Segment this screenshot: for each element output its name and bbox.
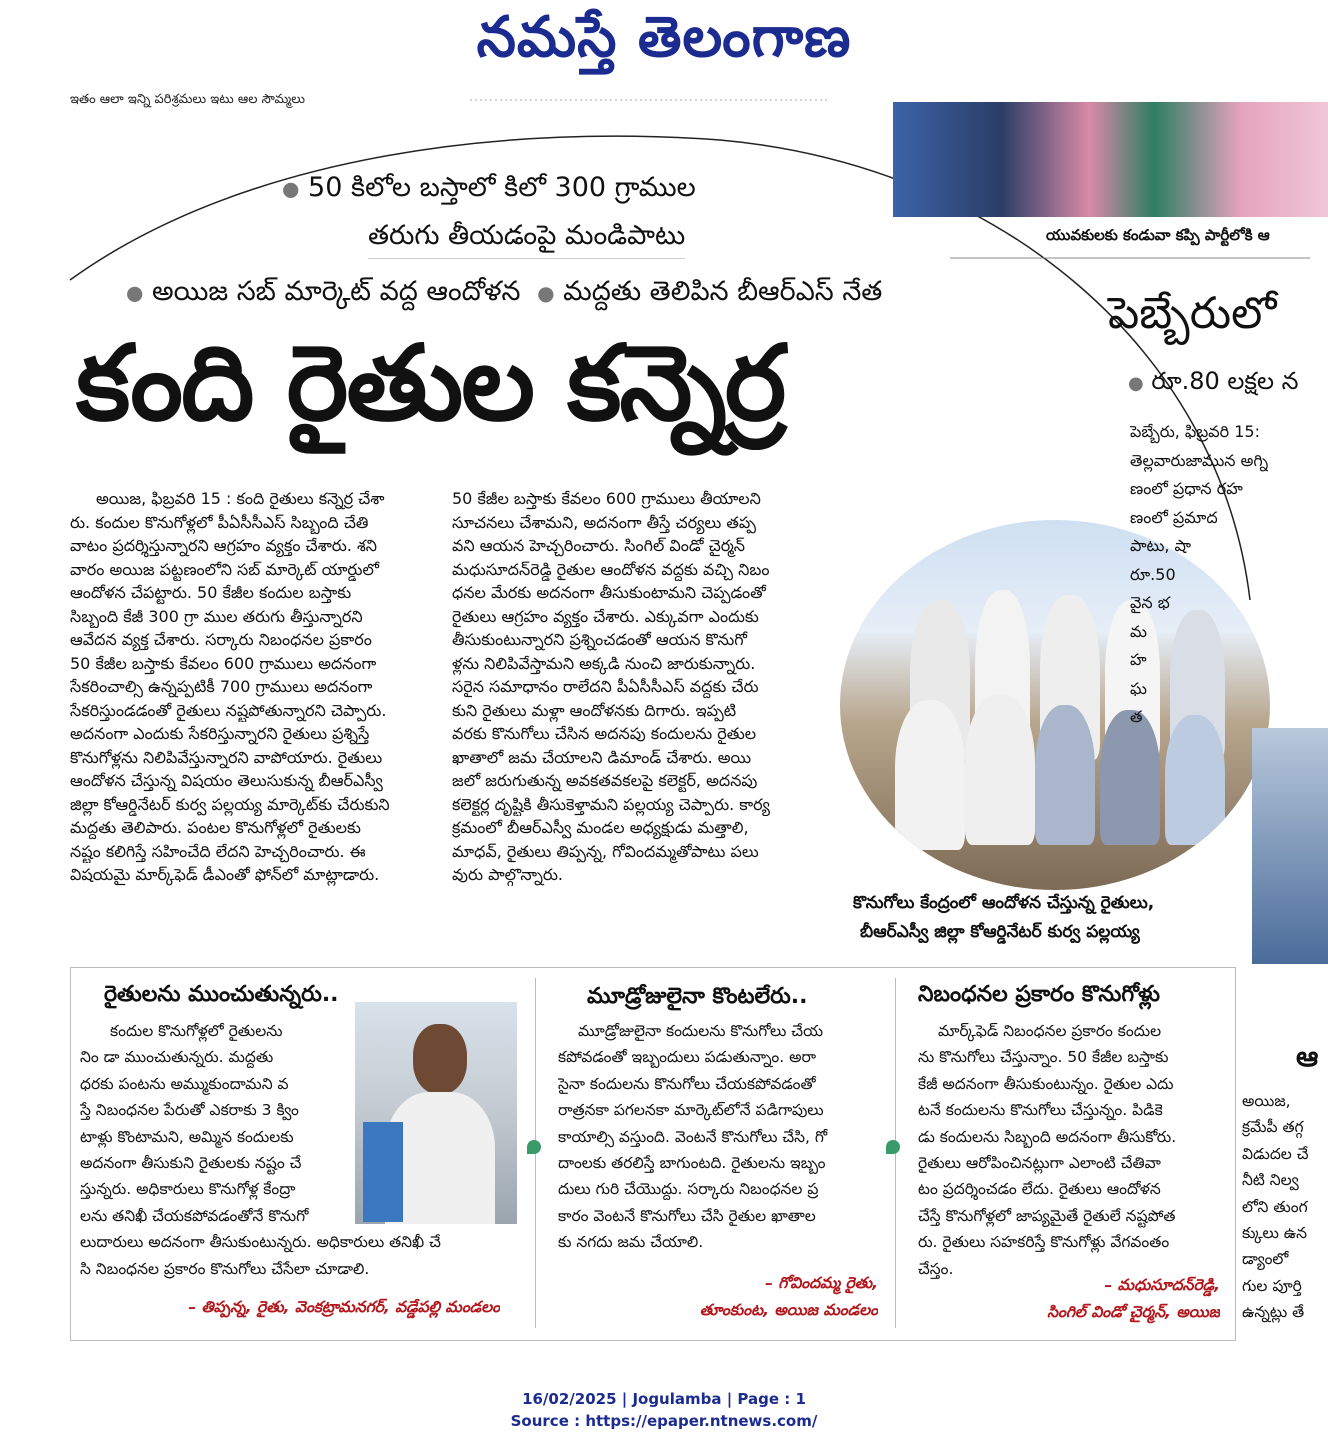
quote-line: కందుల కొనుగోళ్లలో రైతులను (110, 1022, 283, 1040)
footer-date-edition: 16/02/2025 | Jogulamba | Page : 1 (522, 1390, 806, 1408)
quote-line: చేస్తం. (918, 1259, 954, 1278)
article-line: జిల్లా కోఆర్డినేటర్ కుర్వ పల్లయ్య మార్కెట్‌కు చేరుకుని (70, 794, 390, 814)
quote-line: టనే కందులను కొనుగోలు చేస్తున్నం. పిడికె (918, 1101, 1163, 1120)
far-right-title: ఆ (1296, 1040, 1319, 1073)
right-story-text (1130, 418, 1268, 732)
article-column-1 (70, 487, 424, 887)
article-line: నష్టం కలిగిస్తే సహించేది లేదని హెచ్చరించారు. ఈ (70, 841, 366, 861)
quote-line: ధరకు పంటను అమ్ముకుందామని వ (80, 1074, 289, 1093)
article-line: సేకరించాల్సి ఉన్నప్పటికీ 700 గ్రాములు అదనంగా (70, 677, 373, 696)
article-column-2 (452, 487, 806, 887)
quote-line: మూడ్రోజులైనా కందులను కొనుగోలు చేయ (578, 1022, 824, 1040)
quote-line: దులు గురి చేయొద్దు. సర్కారు నిబంధనల ప్ర (558, 1180, 819, 1199)
quote-line: టం ప్రదర్శించడం లేదు. రైతులు ఆందోళన (918, 1180, 1161, 1199)
article-line: వని ఆయన హెచ్చరించారు. సింగిల్ విండో చైర్మన్ (452, 536, 746, 555)
far-right-line: విడుదల చే (1242, 1144, 1309, 1163)
quote-line: చేస్తే కొనుగోళ్లలో జాప్యమైతే రైతులే నష్టపోత (918, 1206, 1176, 1225)
article-line: వురు పాల్గొన్నారు. (452, 865, 564, 884)
subhead-bullet-1-cont (368, 220, 685, 259)
quote-icon (886, 1140, 900, 1154)
quote-line: టాళ్లు కొంటామని, అమ్మిన కందులకు (80, 1127, 294, 1146)
bullet-icon: ● (126, 280, 144, 305)
bullet-icon: ● (537, 280, 555, 305)
quote-line: అదనంగా తీసుకుని రైతులకు నష్టం చే (80, 1154, 302, 1173)
page-footer (0, 1388, 1328, 1432)
footer-source: Source : https://epaper.ntnews.com/ (510, 1412, 818, 1430)
bullet-icon: ● (1128, 373, 1144, 394)
subhead-text: అయిజ సబ్ మార్కెట్ వద్ద ఆందోళన (152, 276, 521, 307)
attribution-line: సింగిల్ విండో చైర్మన్, అయిజ (1047, 1303, 1220, 1321)
quote-1-text (80, 1018, 520, 1282)
article-line: రైతులు ఆగ్రహం వ్యక్తం చేశారు. ఎక్కువగా ఎందుకు (452, 606, 759, 626)
article-line: కలెక్టర్ల దృష్టికి తీసుకెళ్తామని పల్లయ్య చెప్పారు. కార్య (452, 794, 770, 814)
far-right-line: నీటి నిల్వ (1242, 1171, 1299, 1190)
article-line: క్రమంలో బీఆర్ఎస్వీ మండల అధ్యక్షుడు మత్తాలి, (452, 818, 749, 837)
attribution-line: తూంకుంట, అయిజ మండలం (699, 1301, 878, 1319)
article-line: ఆందోళన చేపట్టారు. 50 కేజీల కందుల బస్తాకు (70, 583, 352, 602)
far-right-line: గుల పూర్తి (1242, 1276, 1302, 1295)
quote-line: సైనా కందులను కొనుగోలు చేయకపోవడంతో (558, 1074, 816, 1093)
quote-line: మార్క్‌ఫెడ్ నిబంధనల ప్రకారం కందుల (938, 1022, 1162, 1040)
quote-line: డు కందులను సిబ్బంది అదనంగా తీసుకోరు. (918, 1127, 1177, 1146)
quote-2-attribution (560, 1270, 878, 1324)
quote-line: లను తనిఖీ చేయకపోవడంతోనే కొనుగో (80, 1206, 309, 1225)
far-right-line: క్కులు ఉన (1242, 1224, 1308, 1243)
quote-line: లుదారులు అదనంగా తీసుకుంటున్నరు. అధికారులు తనిఖీ చే (80, 1233, 441, 1252)
attribution-line: – తిప్పన్న, రైతు, వెంకట్రామనగర్, వడ్డేపల్లి మండలం (188, 1298, 500, 1316)
quote-line: కు నగదు జమ చేయాలి. (558, 1233, 704, 1252)
quote-2-title: మూడ్రోజులైనా కొంటలేరు.. (587, 984, 808, 1009)
right-story-line: ణంలో ప్రమాద (1130, 507, 1218, 527)
far-right-line: లోని తుంగ (1242, 1197, 1308, 1216)
article-line: ఆవేదన వ్యక్త చేశారు. సర్కారు నిబంధనల ప్రకారం (70, 630, 372, 649)
photo-caption-line-1: కొనుగోలు కేంద్రంలో ఆందోళన చేస్తున్న రైతులు, (853, 893, 1155, 913)
right-story-line: తెల్లవారుజామున అగ్ని (1130, 450, 1269, 470)
quote-3-text (918, 1018, 1218, 1282)
subhead-bullet-1 (282, 172, 696, 210)
right-story-line: త (1130, 707, 1143, 726)
article-line: వారం అయిజ పట్టణంలోని సబ్ మార్కెట్ యార్డులో (70, 559, 379, 579)
right-story-photo (893, 102, 1328, 217)
article-line: సూచనలు చేశామని, అదనంగా తీస్తే చర్యలు తప్ప (452, 512, 757, 532)
article-line: ఖాతాలో జమ చేయాలని డిమాండ్ చేశారు. అయి (452, 747, 752, 767)
article-line: మద్దతు తెలిపారు. పంటల కొనుగోళ్లలో రైతులకు (70, 818, 361, 837)
article-line: 50 కేజీల బస్తాకు కేవలం 600 గ్రాములు అదనంగా (70, 653, 377, 673)
right-story-line: రూ.50 (1130, 564, 1176, 584)
quote-line: స్తున్నరు. అధికారులు కొనుగోళ్ల కేంద్రా (80, 1180, 296, 1199)
photo-caption-line-2: బీఆర్ఎస్వీ జిల్లా కోఆర్డినేటర్ కుర్వ పల్లయ్య (860, 922, 1140, 942)
article-line: సిబ్బంది కేజీ 300 గ్రా ముల తరుగు తీస్తున్నారని (70, 606, 363, 626)
quote-line: రాత్రనకా పగలనకా మార్కెట్‌లోనే పడిగాపులు (558, 1101, 824, 1120)
article-line: సరైన సమాధానం రాలేదని పీఏసీసీఎస్ వద్దకు చేరు (452, 677, 759, 696)
right-story-headline: పెబ్బేరులో (1108, 288, 1277, 339)
right-story-photo-caption: యువకులకు కండువా కప్పి పార్టీలోకి ఆ (1046, 226, 1270, 244)
article-line: అయిజ, ఫిబ్రవరి 15 : కంది రైతులు కన్నెర్ర చేశా (96, 489, 385, 508)
article-line: తీసుకుంటున్నారని ప్రశ్నించడంతో ఆయన కొనుగో (452, 630, 747, 649)
quote-line: స్తే నిబంధనల పేరుతో ఎకరాకు 3 క్విం (80, 1101, 299, 1120)
article-line: సేకరిస్తుండడంతో రైతులు నష్టపోతున్నారని చెప్పారు. (70, 700, 387, 720)
main-headline: కంది రైతుల కన్నెర్ర (76, 322, 785, 444)
quote-1-title: రైతులను ముంచుతున్నరు.. (104, 982, 339, 1007)
article-line: కుని రైతులు మళ్లా ఆందోళనకు దిగారు. ఇప్పటి (452, 700, 737, 720)
bullet-icon: ● (282, 176, 300, 201)
article-line: జలో జరుగుతున్న అవకతవకలపై కలెక్టర్, అదనపు (452, 771, 758, 790)
right-story-line: మ (1130, 621, 1147, 641)
article-line: ధనల మేరకు అదనంగా తీసుకుంటామని చెప్పడంతో (452, 583, 766, 602)
newspaper-logo: నమస్తే తెలంగాణ (476, 4, 852, 70)
quote-line: రైతులు ఆరోపించినట్లుగా ఎలాంటి చేతివా (918, 1154, 1161, 1173)
far-right-line: డ్యాంలో (1242, 1250, 1289, 1269)
quote-3-attribution (900, 1272, 1220, 1326)
quote-line: కాయాల్సి వస్తుంది. వెంటనే కొనుగోలు చేసి, గో (558, 1127, 828, 1146)
article-line: ఆందోళన చేస్తున్న విషయం తెలుసుకున్న బీఆర్ఎస్వీ (70, 771, 383, 790)
quote-line: సి నిబంధనల ప్రకారం కొనుగోలు చేసేలా చూడాలి. (80, 1259, 370, 1278)
subhead-text: తరుగు తీయడంపై మండిపాటు (368, 220, 686, 251)
far-right-text (1242, 1088, 1328, 1326)
article-line: 50 కేజీల బస్తాకు కేవలం 600 గ్రాములు తీయాలని (452, 489, 761, 508)
article-line: మధుసూదన్‌రెడ్డి రైతుల ఆందోళన వద్దకు వచ్చి నిబం (452, 559, 770, 579)
subhead-text: 50 కిలోల బస్తాలో కిలో 300 గ్రాముల (308, 172, 696, 203)
attribution-line: – మధుసూదన్‌రెడ్డి, (1104, 1276, 1220, 1294)
right-story-line: హ (1130, 650, 1147, 669)
quote-icon (527, 1140, 541, 1154)
article-line: అదనంగా ఎందుకు సేకరిస్తున్నారని రైతులు ప్రశ్నిస్తే (70, 724, 370, 743)
attribution-line: – గోవిందమ్మ రైతు, (765, 1274, 878, 1292)
subhead-text: మద్దతు తెలిపిన బీఆర్ఎస్ నేత (563, 276, 883, 307)
right-story-line: పెబ్బేరు, ఫిబ్రవరి 15: (1130, 422, 1261, 441)
far-right-line: అయిజ, (1242, 1092, 1291, 1110)
right-story-photo-2 (1252, 728, 1328, 964)
right-story-line: ఘ (1130, 678, 1147, 698)
quote-line: కేజీ అదనంగా తీసుకుంటున్నం. రైతుల ఎదు (918, 1074, 1174, 1093)
quote-2-text (558, 1018, 878, 1256)
article-line: వరకు కొనుగోలు చేసిన అదనపు కందులను రైతుల (452, 724, 757, 743)
article-line: రు. కందుల కొనుగోళ్లలో పీఏసీసీఎస్ సిబ్బంది చేతి (70, 512, 369, 532)
article-line: విషయమై మార్క్‌ఫెడ్ డీఎంతో ఫోన్‌లో మాట్లాడారు. (70, 865, 380, 884)
right-story-line: వైన భ (1130, 593, 1170, 612)
article-line: మాధవ్, రైతులు తిప్పన్న, గోవిందమ్మతోపాటు పలు (452, 841, 759, 861)
quote-3-title: నిబంధనల ప్రకారం కొనుగోళ్లు (918, 982, 1160, 1007)
quote-line: నిం డా ముంచుతున్నరు. మద్దతు (80, 1048, 274, 1067)
article-line: కొనుగోళ్లను నిలిపివేస్తున్నారని వాపోయారు. రైతులు (70, 747, 383, 767)
cut-off-text: ఇతం ఆలా ఇన్ని పరిశ్రమలు ఇటు ఆల సౌమ్మలు (70, 92, 305, 107)
right-story-bullet (1128, 367, 1298, 401)
right-story-line: పాటు, షా (1130, 536, 1192, 555)
article-line: వాటం ప్రదర్శిస్తున్నారని ఆగ్రహం వ్యక్తం చేశారు. శని (70, 536, 378, 555)
quote-line: ను కొనుగోలు చేస్తున్నాం. 50 కేజీల బస్తాకు (918, 1048, 1169, 1067)
right-story-bullet-text: రూ.80 లక్షల న (1151, 367, 1299, 395)
far-right-line: ఉన్నట్లు తే (1242, 1303, 1305, 1322)
quote-1-attribution (80, 1294, 500, 1321)
subhead-bullet-2 (126, 276, 882, 314)
quote-line: దాంలకు తరలిస్తే బాగుంటది. రైతులను ఇబ్బం (558, 1154, 826, 1173)
quote-line: కపోవడంతో ఇబ్బందులు పడుతున్నాం. అరా (558, 1048, 817, 1067)
quote-line: కారం వెంటనే కొనుగోలు చేసి రైతుల ఖాతాల (558, 1206, 816, 1225)
article-line: ళ్లను నిలిపివేస్తామని అక్కడి నుంచి జారుకున్నారు. (452, 653, 756, 673)
quote-line: రు. రైతులు సహకరిస్తే కొనుగోళ్లు వేగవంతం (918, 1233, 1170, 1252)
far-right-line: క్రమేపీ తగ్గ (1242, 1118, 1304, 1137)
right-story-line: ణంలో ప్రధాన రహ (1130, 479, 1243, 498)
